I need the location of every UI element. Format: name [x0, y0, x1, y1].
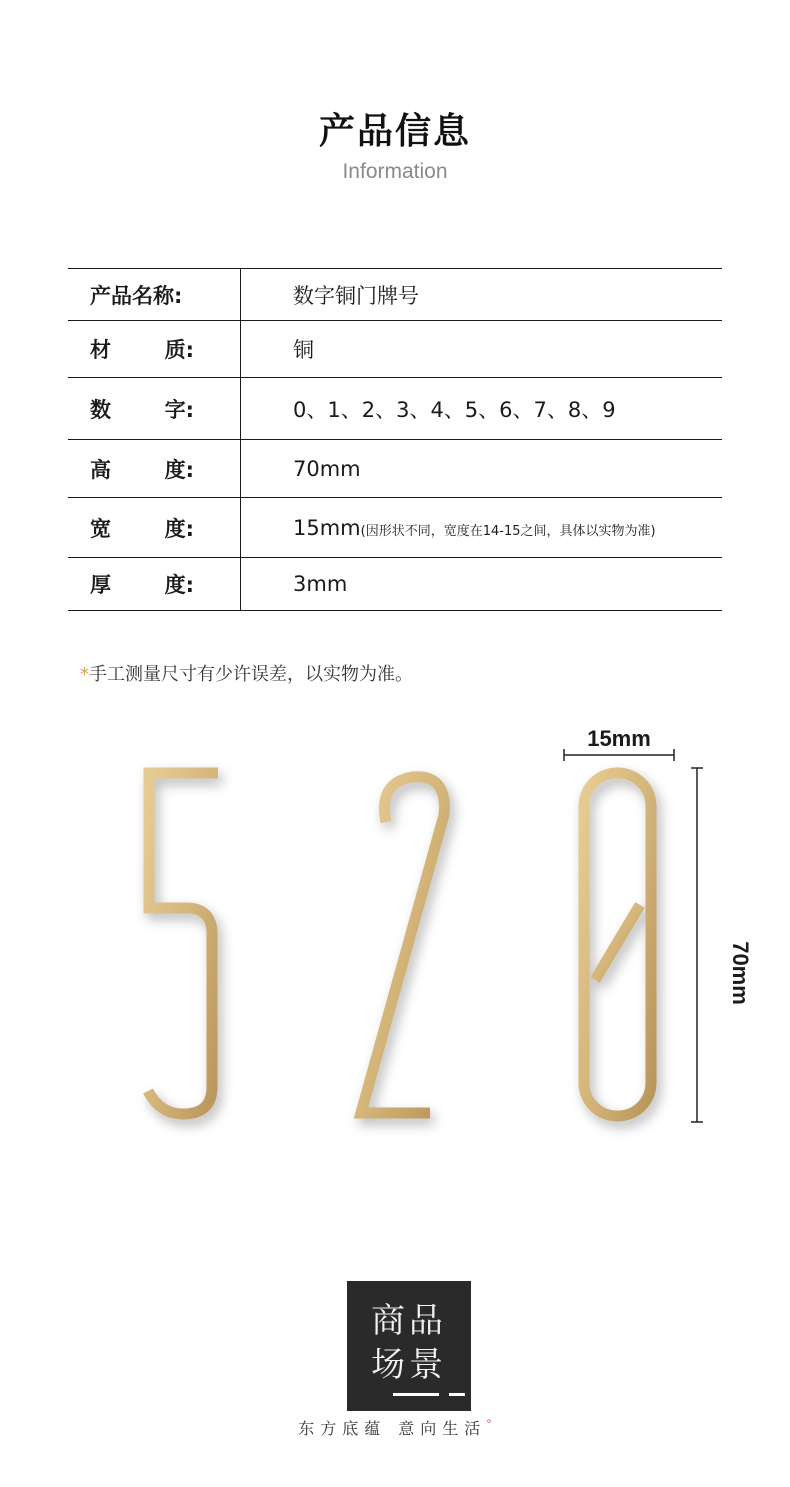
spec-label-suffix: 度:	[164, 573, 194, 597]
height-dimension-line	[691, 768, 703, 1122]
spec-value: 铜	[241, 321, 723, 378]
table-row	[68, 378, 722, 440]
decorative-dash	[393, 1393, 439, 1396]
footnote-text: 手工测量尺寸有少许误差，以实物为准。	[89, 664, 413, 685]
spec-value: 0、1、2、3、4、5、6、7、8、9	[241, 378, 723, 440]
spec-label: 数	[90, 397, 111, 422]
brand-tagline	[0, 1416, 790, 1439]
spec-label-suffix: 质:	[164, 338, 194, 362]
tagline-left: 东方底蕴	[298, 1419, 387, 1438]
tagline-mark: °	[486, 1417, 492, 1431]
product-photo-digits	[0, 720, 790, 1170]
spec-label: 厚	[90, 573, 111, 597]
scene-line-1: 商品	[371, 1301, 447, 1341]
scene-badge	[347, 1281, 471, 1411]
spec-label-suffix: 字:	[164, 397, 194, 422]
spec-value: 15mm	[293, 515, 361, 540]
spec-label-suffix: 度:	[164, 516, 194, 541]
spec-note: (因形状不同，宽度在14-15之间，具体以实物为准)	[360, 523, 656, 539]
spec-label: 产品名称:	[90, 283, 183, 308]
table-row	[68, 498, 722, 558]
spec-value: 3mm	[241, 558, 723, 611]
spec-label: 高	[90, 457, 111, 482]
spec-value: 数字铜门牌号	[241, 269, 723, 321]
digit-2	[361, 777, 444, 1113]
page-title: 产品信息	[318, 111, 471, 152]
spec-table	[68, 268, 722, 611]
scene-line-2: 场景	[371, 1345, 447, 1385]
spec-label: 材	[90, 338, 111, 362]
section-header	[0, 108, 790, 184]
width-dimension-label: 15mm	[587, 726, 651, 751]
digit-0	[584, 773, 651, 1116]
spec-label-suffix: 度:	[164, 457, 194, 482]
table-row	[68, 321, 722, 378]
asterisk: *	[80, 664, 89, 685]
page-subtitle: Information	[342, 160, 448, 183]
tagline-right: 意向生活	[398, 1419, 487, 1438]
measurement-footnote	[80, 660, 413, 686]
spec-label: 宽	[90, 516, 111, 541]
decorative-dash	[449, 1393, 465, 1396]
table-row	[68, 558, 722, 611]
spec-value: 70mm	[241, 440, 723, 498]
digit-5	[148, 773, 218, 1114]
table-row	[68, 440, 722, 498]
height-dimension-label: 70mm	[728, 941, 753, 1005]
table-row	[68, 269, 722, 321]
